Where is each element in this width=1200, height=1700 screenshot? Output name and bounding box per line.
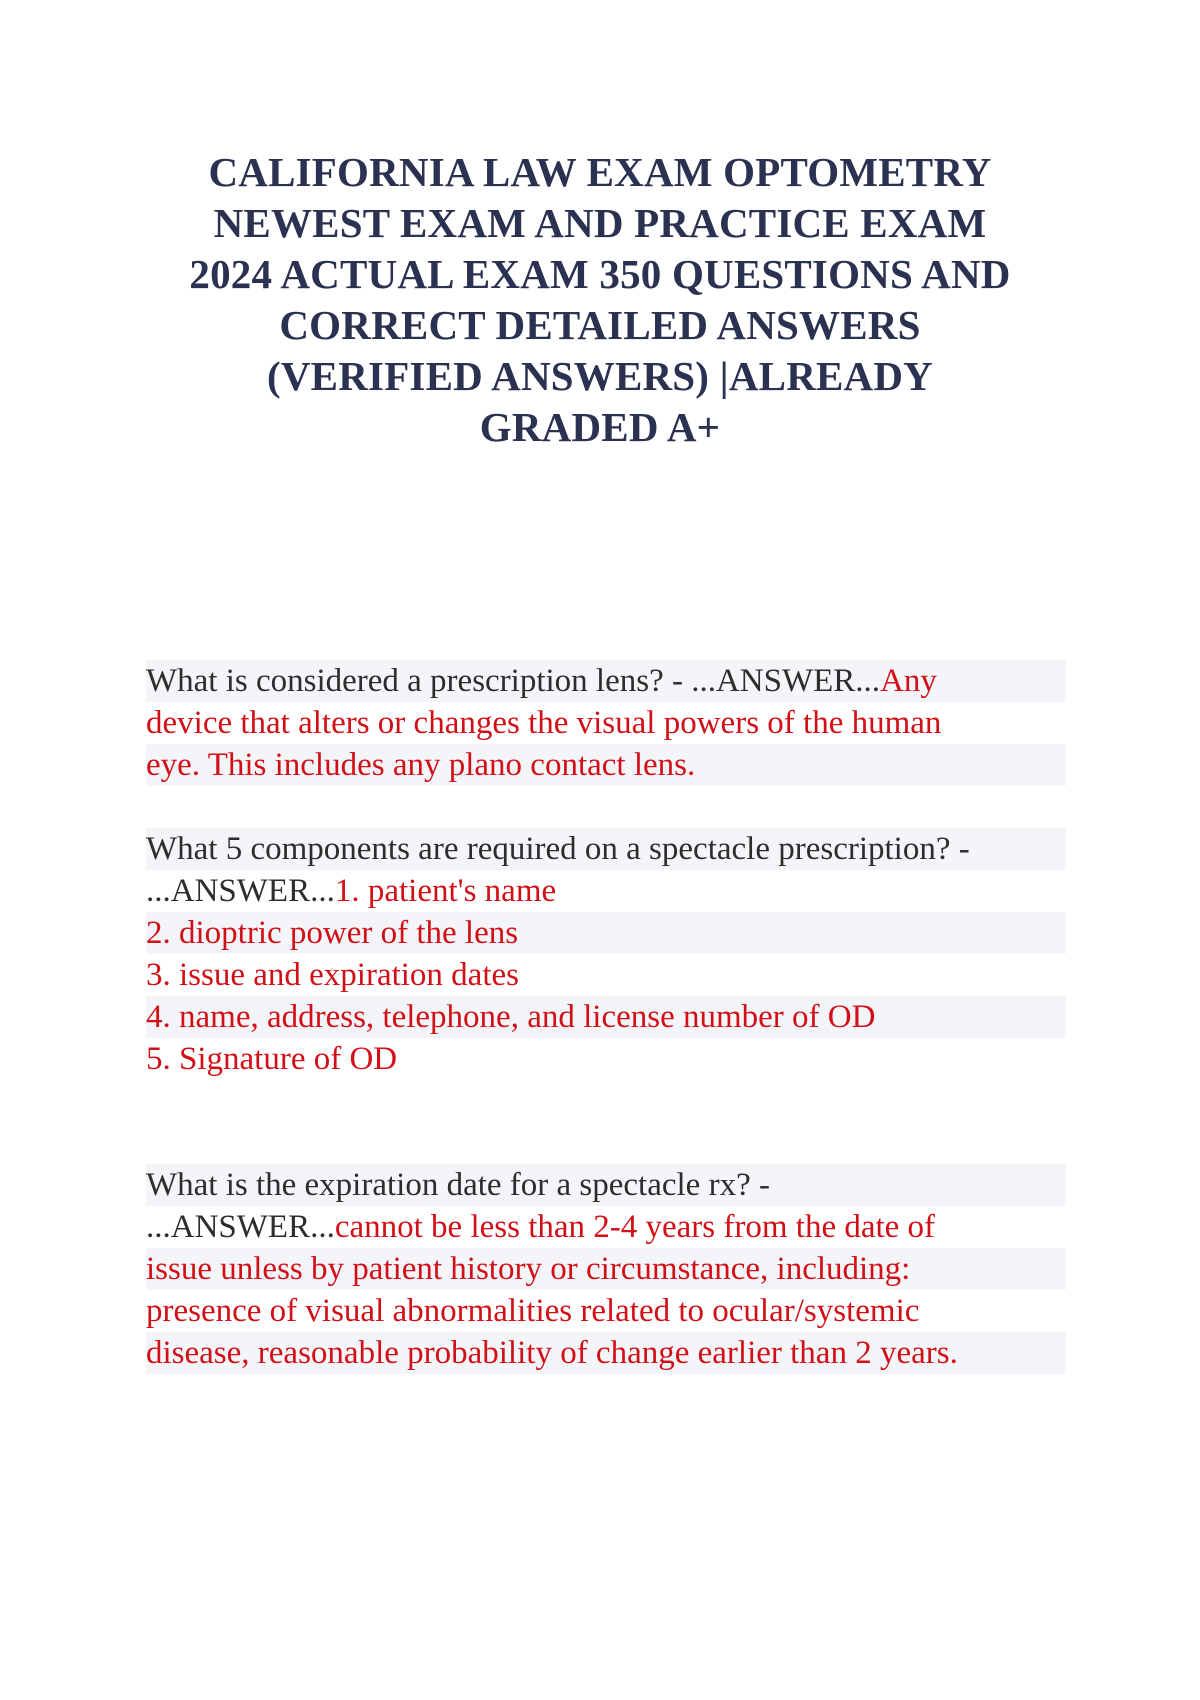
answer-text: 5. Signature of OD [146, 1041, 398, 1077]
title-line: CORRECT DETAILED ANSWERS [279, 302, 921, 348]
title-line: (VERIFIED ANSWERS) |ALREADY [267, 353, 933, 399]
question-text: What is the expiration date for a spectacle rx? - [146, 1167, 770, 1203]
title-line: GRADED A+ [479, 404, 721, 450]
qa-line [146, 1332, 1066, 1374]
question-text: ...ANSWER... [146, 873, 335, 909]
title-line: NEWEST EXAM AND PRACTICE EXAM [213, 200, 987, 246]
answer-text: Any [880, 663, 937, 699]
qa-line [146, 870, 1066, 912]
answer-text: device that alters or changes the visual powers of the human [146, 705, 942, 741]
question-text: What 5 components are required on a spectacle prescription? - [146, 831, 970, 867]
qa-line [146, 702, 1066, 744]
answer-text: disease, reasonable probability of change earlier than 2 years. [146, 1335, 958, 1371]
qa-line [146, 660, 1066, 702]
answer-text: 1. patient's name [334, 873, 557, 909]
qa-line [146, 996, 1066, 1038]
qa-block-spectacle-components [146, 828, 1066, 1080]
qa-line [146, 1248, 1066, 1290]
qa-line [146, 1164, 1066, 1206]
answer-text: presence of visual abnormalities related to ocular/systemic [146, 1293, 920, 1329]
answer-text: issue unless by patient history or circumstance, including: [146, 1251, 911, 1287]
qa-line [146, 828, 1066, 870]
answer-text: 2. dioptric power of the lens [146, 915, 519, 951]
question-text: ...ANSWER... [146, 1209, 335, 1245]
qa-block-prescription-lens [146, 660, 1066, 786]
qa-line [146, 954, 1066, 996]
qa-line [146, 912, 1066, 954]
qa-line [146, 1038, 1066, 1080]
qa-line [146, 1206, 1066, 1248]
qa-block-expiration-date [146, 1164, 1066, 1374]
question-text: What is considered a prescription lens? - ...ANSWER... [146, 663, 881, 699]
title-line: CALIFORNIA LAW EXAM OPTOMETRY [208, 149, 992, 195]
qa-line [146, 1290, 1066, 1332]
answer-text: cannot be less than 2-4 years from the date of [334, 1209, 936, 1245]
document-title [140, 147, 1060, 453]
qa-line [146, 744, 1066, 786]
answer-text: 3. issue and expiration dates [146, 957, 519, 993]
answer-text: eye. This includes any plano contact lens. [146, 747, 696, 783]
title-line: 2024 ACTUAL EXAM 350 QUESTIONS AND [189, 251, 1011, 297]
answer-text: 4. name, address, telephone, and license number of OD [146, 999, 876, 1035]
